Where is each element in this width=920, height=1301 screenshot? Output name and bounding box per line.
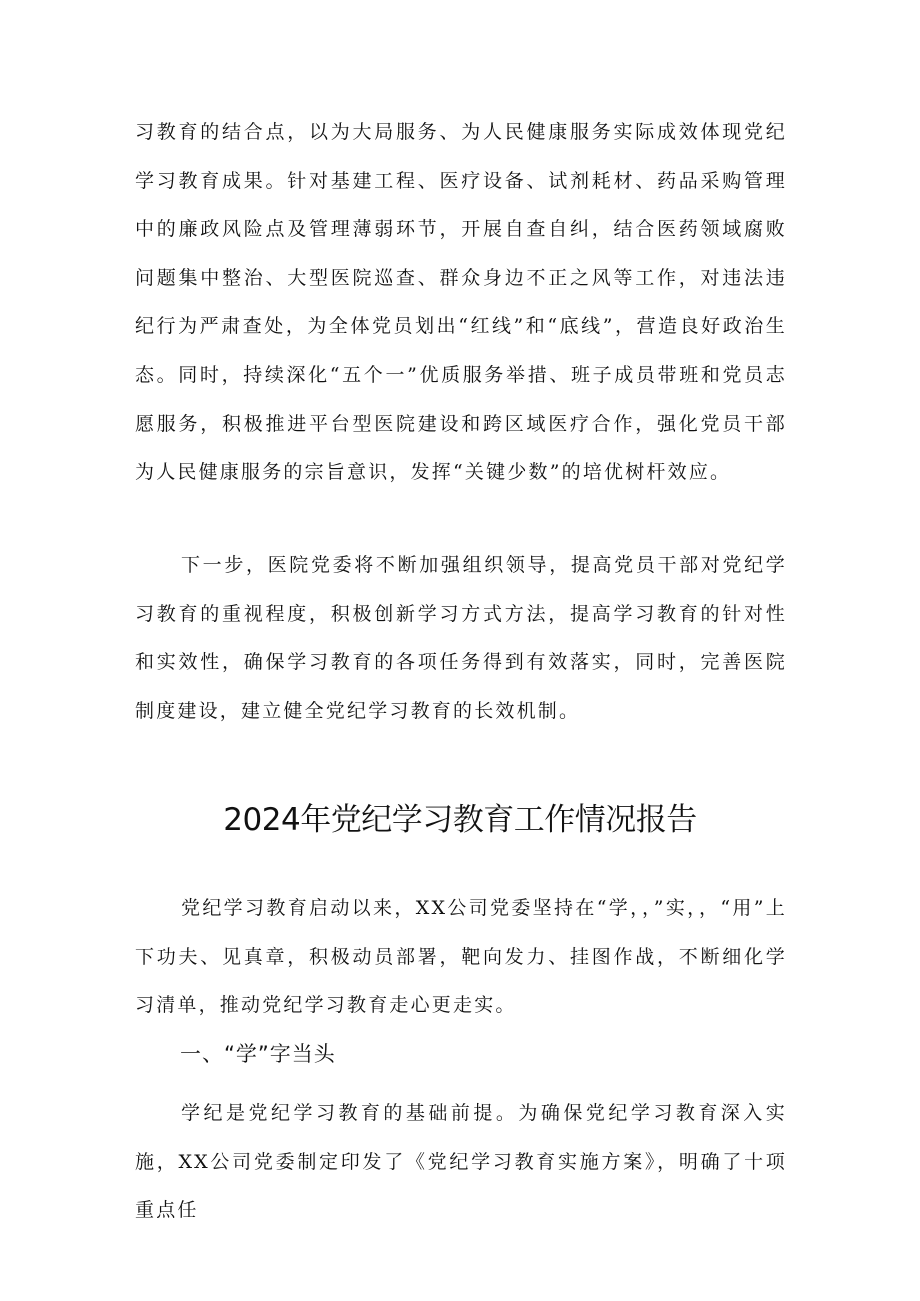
continued-paragraph: 习教育的结合点，以为大局服务、为人民健康服务实际成效体现党纪学习教育成果。针对基建工程、医疗设备、试剂耗材、药品采购管理中的廉政风险点及管理薄弱环节，开展自查自纠，结合医药领域腐败问题集中整治、大型医院巡查、群众身边不正之风等工作，对违法违纪行为严肃查处，为全体党员划出“红线”和“底线”，营造良好政治生态。同时，持续深化“五个一”优质服务举措、班子成员带班和党员志愿服务，积极推进平台型医院建设和跨区域医疗合作，强化党员干部为人民健康服务的宗旨意识，发挥“关键少数”的培优树杆效应。 [135, 121, 787, 484]
report-title: 2024年党纪学习教育工作情况报告 [223, 802, 697, 838]
section-paragraph: 学纪是党纪学习教育的基础前提。为确保党纪学习教育深入实施，XX公司党委制定印发了《党纪学习教育实施方案》，明确了十项重点任 [135, 1102, 787, 1222]
next-step-paragraph: 下一步，医院党委将不断加强组织领导，提高党员干部对党纪学习教育的重视程度，积极创新学习方式方法，提高学习教育的针对性和实效性，确保学习教育的各项任务得到有效落实，同时，完善医院制度建设，建立健全党纪学习教育的长效机制。 [135, 554, 787, 722]
intro-paragraph: 党纪学习教育启动以来，XX公司党委坚持在“学，，”实，，“用”上下功夫、见真章，积极动员部署，靶向发力、挂图作战，不断细化学习清单，推动党纪学习教育走心更走实。 [135, 897, 787, 1017]
section-heading: 一、“学”字当头 [180, 1042, 336, 1066]
